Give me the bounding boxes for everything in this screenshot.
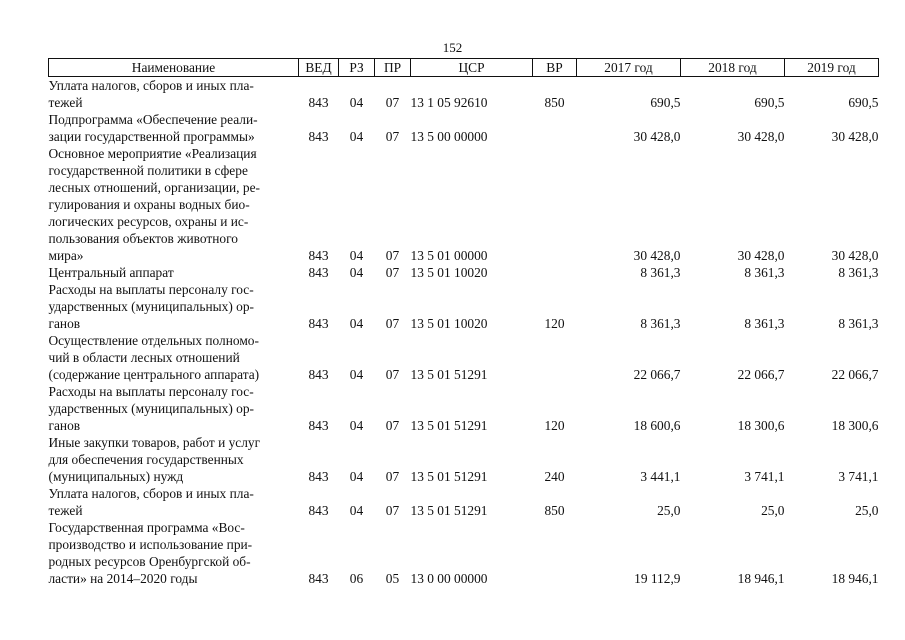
row-name-line: ударственных (муниципальных) ор- [48,299,254,314]
row-name-line: ударственных (муниципальных) ор- [48,401,254,416]
row-2019: 8 361,3 [838,316,879,331]
row-2018: 22 066,7 [737,367,785,382]
row-2018: 18 946,1 [737,571,785,586]
row-pr: 07 [385,316,400,331]
header-2019: 2019 год [785,59,879,77]
row-vr: 850 [544,95,565,110]
row-2019: 30 428,0 [831,248,879,263]
row-2019: 18 300,6 [831,418,879,433]
row-name-line: для обеспечения государственных [48,452,244,467]
row-vr [533,264,577,281]
row-rz: 06 [349,571,364,586]
table-row [49,383,879,434]
header-csr: ЦСР [411,59,533,77]
row-2019: 30 428,0 [831,129,879,144]
row-name-line: зации государственной программы» [48,129,255,144]
row-vr [533,519,577,587]
row-name [49,111,299,145]
row-name-line: логических ресурсов, охраны и ис- [48,214,249,229]
row-name-line: мира» [48,248,84,263]
row-2017: 30 428,0 [633,129,681,144]
row-name-line: родных ресурсов Оренбургской об- [48,554,251,569]
row-name-line: тежей [48,503,83,518]
row-rz: 04 [349,503,364,518]
row-2019: 8 361,3 [838,265,879,280]
row-2017: 30 428,0 [633,248,681,263]
row-ved: 843 [308,571,329,586]
row-csr: 13 1 05 92610 [410,95,488,110]
row-2017: 3 441,1 [640,469,681,484]
row-rz: 04 [349,367,364,382]
row-name-line: Уплата налогов, сборов и иных пла- [48,78,254,93]
row-pr: 07 [385,503,400,518]
row-name-line: Государственная программа «Вос- [48,520,245,535]
row-pr: 07 [385,95,400,110]
row-2018: 30 428,0 [737,248,785,263]
row-2017: 19 112,9 [634,571,681,586]
row-name [49,485,299,519]
row-2019: 18 946,1 [831,571,879,586]
table-row [49,519,879,587]
row-2018: 8 361,3 [744,265,785,280]
row-ved: 843 [308,95,329,110]
row-name-line: лесных отношений, организации, ре- [48,180,260,195]
row-name [49,332,299,383]
row-name-line: тежей [48,95,83,110]
row-name-line: Расходы на выплаты персоналу гос- [48,384,254,399]
row-csr: 13 5 01 51291 [410,503,488,518]
row-vr: 240 [544,469,565,484]
row-vr [533,111,577,145]
row-name-line: Расходы на выплаты персоналу гос- [48,282,254,297]
header-name: Наименование [49,59,299,77]
row-rz: 04 [349,469,364,484]
table-header-row [49,59,879,77]
header-vr: ВР [533,59,577,77]
row-ved: 843 [308,418,329,433]
table-row [49,111,879,145]
row-csr: 13 5 01 51291 [410,469,488,484]
row-2018: 18 300,6 [737,418,785,433]
row-csr: 13 5 01 51291 [410,367,488,382]
row-pr: 07 [385,129,400,144]
row-csr: 13 5 01 00000 [410,248,488,263]
row-pr: 07 [385,469,400,484]
row-csr: 13 5 01 10020 [410,265,488,280]
row-2017: 25,0 [657,503,681,518]
row-rz: 04 [349,265,364,280]
table-row [49,145,879,264]
row-name [49,77,299,112]
row-name-line: ганов [48,316,81,331]
row-pr: 07 [385,248,400,263]
row-2019: 25,0 [855,503,879,518]
row-name-line: ласти» на 2014–2020 годы [48,571,198,586]
table-row [49,281,879,332]
row-2017: 690,5 [650,95,681,110]
table-row [49,434,879,485]
row-ved: 843 [308,316,329,331]
row-name-line: Основное мероприятие «Реализация [48,146,257,161]
row-name-line: Уплата налогов, сборов и иных пла- [48,486,254,501]
header-rz: РЗ [339,59,375,77]
row-2017: 18 600,6 [633,418,681,433]
row-2019: 3 741,1 [838,469,879,484]
row-name [49,145,299,264]
row-name-line: пользования объектов животного [48,231,238,246]
row-ved: 843 [308,503,329,518]
row-2017: 8 361,3 [640,316,681,331]
row-2019: 22 066,7 [831,367,879,382]
row-name-line: чий в области лесных отношений [48,350,240,365]
row-name-line: производство и использование при- [48,537,253,552]
row-ved: 843 [308,129,329,144]
row-name [49,434,299,485]
row-name [49,281,299,332]
row-2017: 22 066,7 [633,367,681,382]
header-2017: 2017 год [577,59,681,77]
row-rz: 04 [349,129,364,144]
row-rz: 04 [349,418,364,433]
row-csr: 13 5 01 51291 [410,418,488,433]
header-2018: 2018 год [681,59,785,77]
budget-table [48,58,879,587]
row-name-line: Осуществление отдельных полномо- [48,333,259,348]
row-name-line: (муниципальных) нужд [48,469,184,484]
row-ved: 843 [308,265,329,280]
row-vr [533,332,577,383]
row-vr: 850 [544,503,565,518]
row-name-line: ганов [48,418,81,433]
row-2018: 25,0 [761,503,785,518]
row-rz: 04 [349,95,364,110]
header-ved: ВЕД [299,59,339,77]
row-name-line: Центральный аппарат [48,265,174,280]
row-csr: 13 0 00 00000 [410,571,488,586]
row-csr: 13 5 00 00000 [410,129,488,144]
row-2019: 690,5 [848,95,879,110]
table-row [49,264,879,281]
row-pr: 07 [385,418,400,433]
header-pr: ПР [375,59,411,77]
row-pr: 07 [385,367,400,382]
row-2018: 30 428,0 [737,129,785,144]
row-rz: 04 [349,316,364,331]
row-name [49,519,299,587]
row-pr: 07 [385,265,400,280]
row-name-line: Иные закупки товаров, работ и услуг [48,435,261,450]
row-ved: 843 [308,248,329,263]
page-number: 152 [442,40,463,55]
row-pr: 05 [385,571,400,586]
row-name-line: (содержание центрального аппарата) [48,367,260,382]
table-row [49,485,879,519]
row-ved: 843 [308,469,329,484]
table-row [49,77,879,112]
row-name-line: Подпрограмма «Обеспечение реали- [48,112,258,127]
row-vr: 120 [544,316,565,331]
table-row [49,332,879,383]
row-ved: 843 [308,367,329,382]
row-2018: 690,5 [754,95,785,110]
row-name [49,264,299,281]
row-2018: 3 741,1 [744,469,785,484]
row-name [49,383,299,434]
row-rz: 04 [349,248,364,263]
row-csr: 13 5 01 10020 [410,316,488,331]
row-name-line: гулирования и охраны водных био- [48,197,250,212]
row-2017: 8 361,3 [640,265,681,280]
row-vr: 120 [544,418,565,433]
row-2018: 8 361,3 [744,316,785,331]
row-vr [533,145,577,264]
row-name-line: государственной политики в сфере [48,163,248,178]
